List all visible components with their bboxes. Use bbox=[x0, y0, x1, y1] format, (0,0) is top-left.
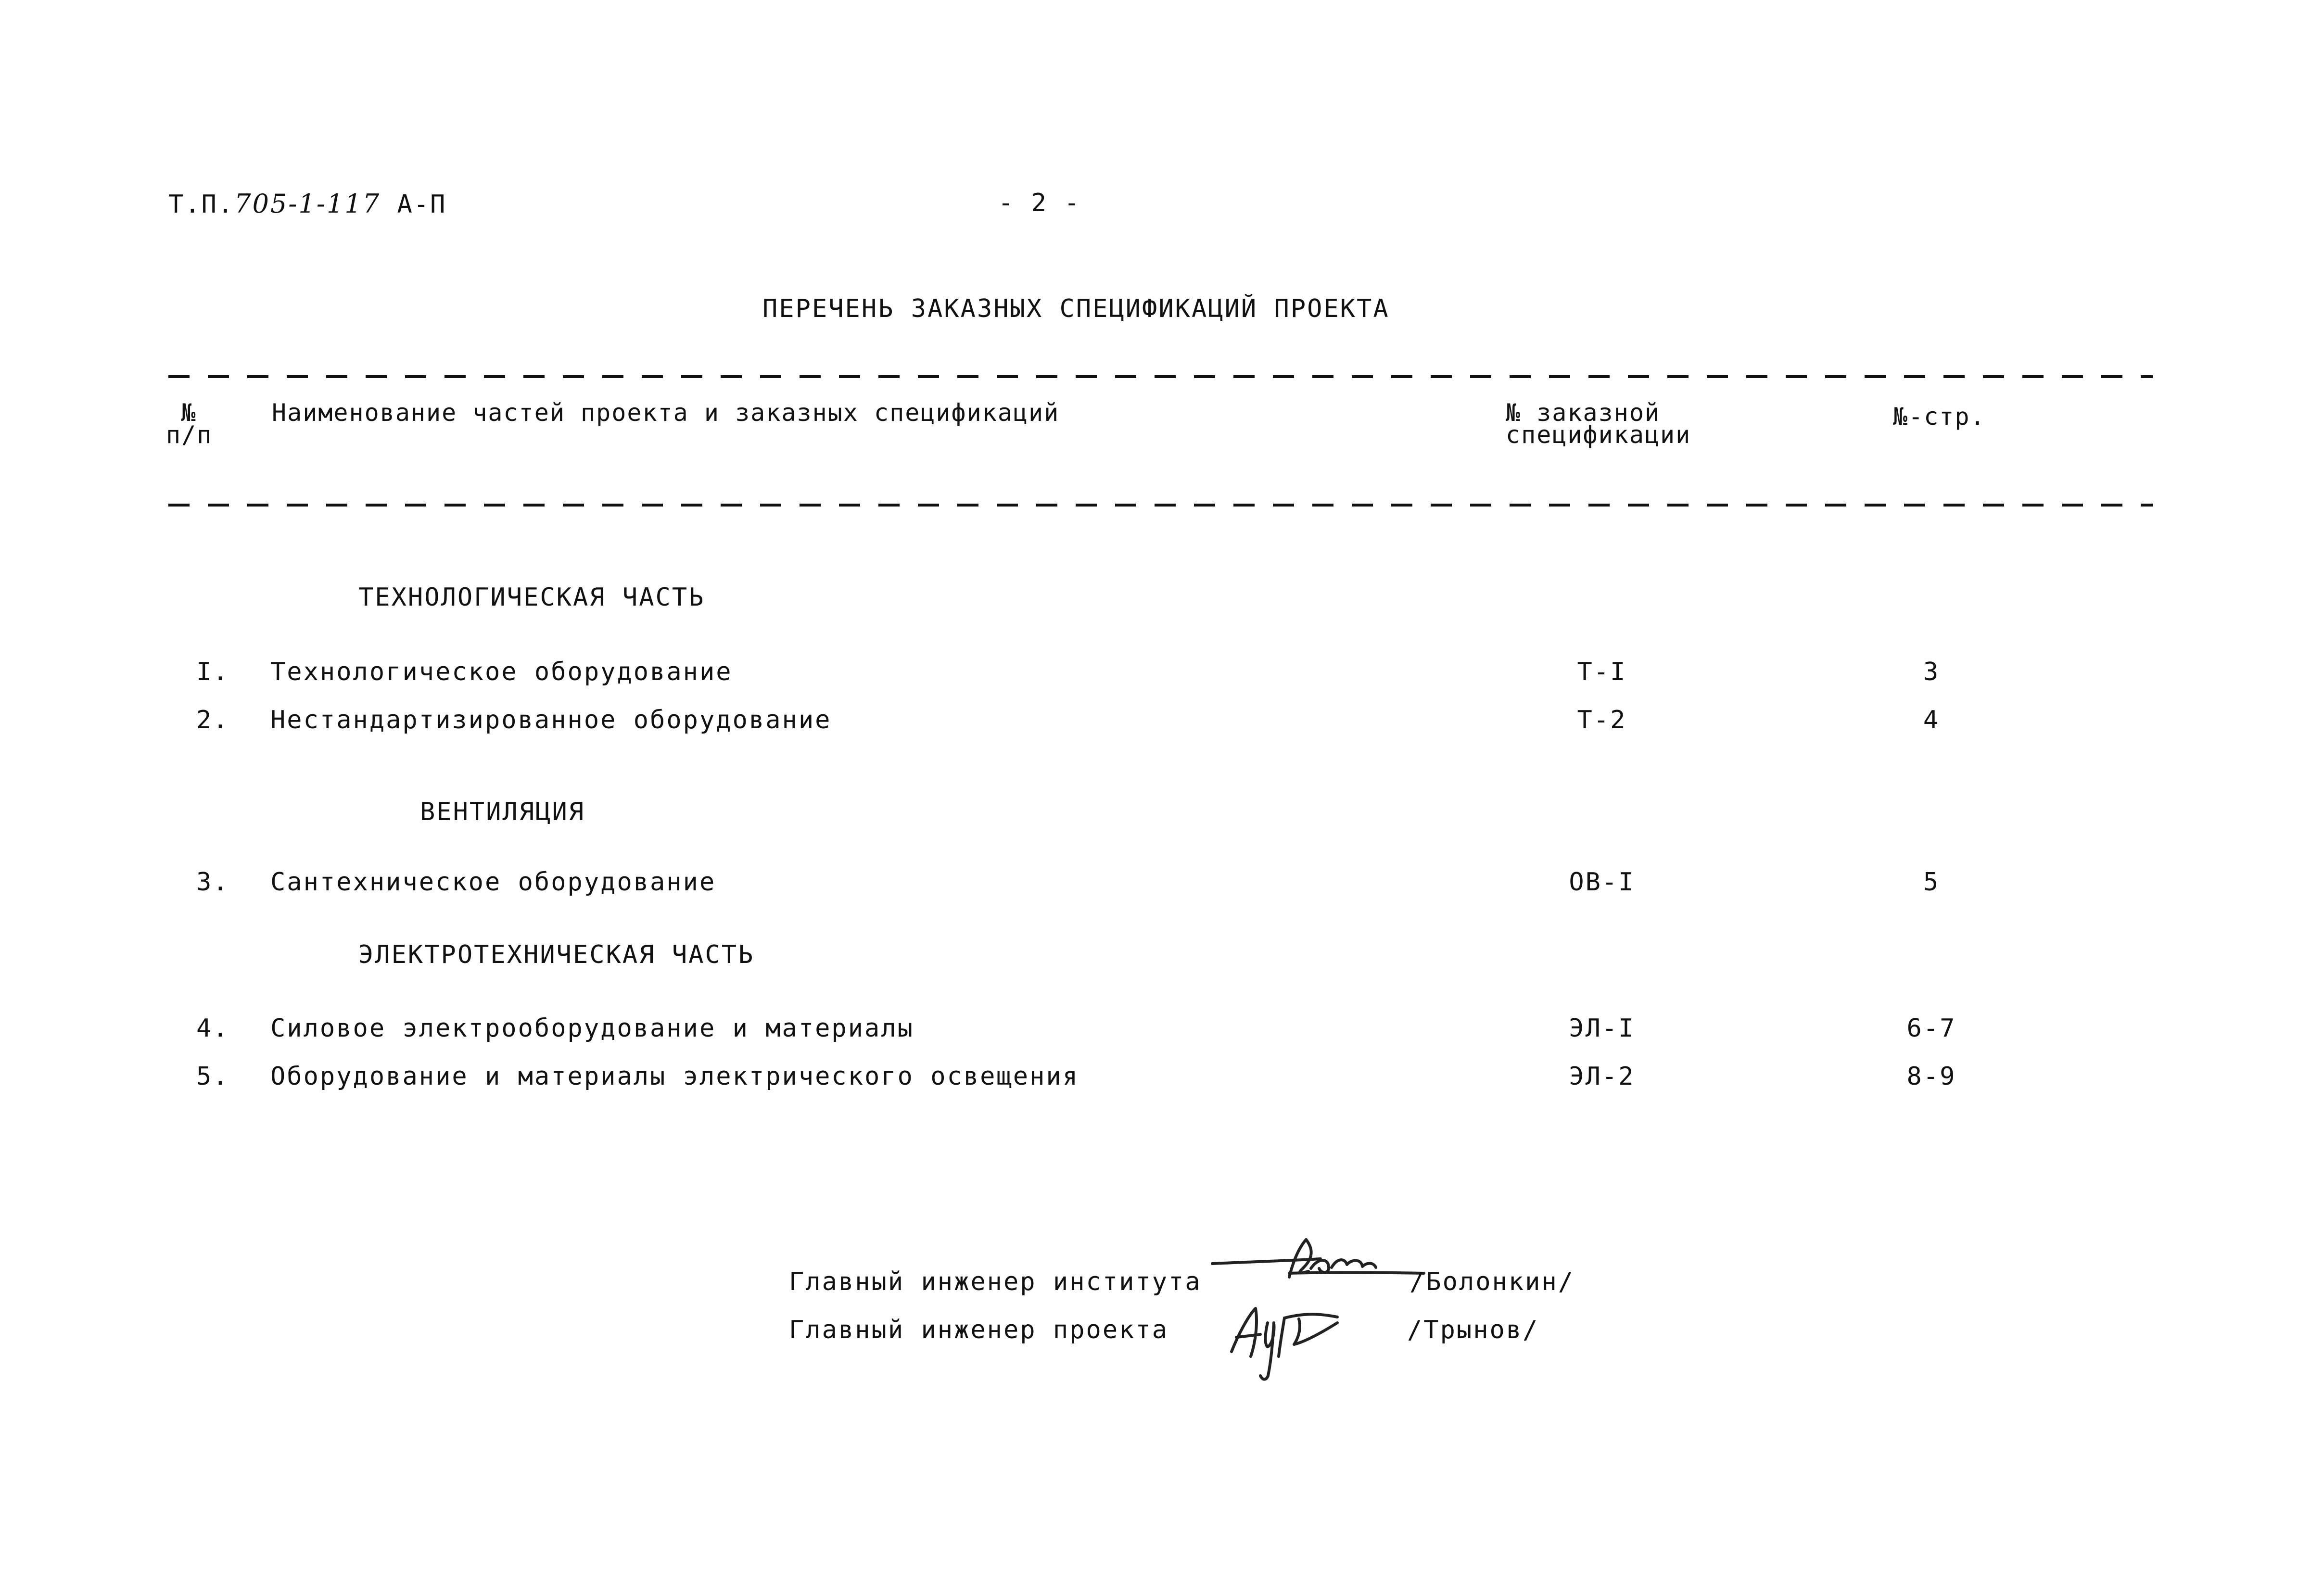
col-header-page: №-стр. bbox=[1893, 403, 1986, 431]
table-top-rule bbox=[168, 375, 2153, 378]
handwritten-signature-2 bbox=[1222, 1299, 1366, 1385]
col-header-num-line2: п/п bbox=[166, 421, 213, 449]
row-num: 3. bbox=[196, 868, 229, 897]
table-header-rule bbox=[168, 504, 2153, 507]
document-code-suffix: А-П bbox=[397, 190, 447, 219]
row-page: 5 bbox=[1923, 868, 1940, 897]
row-num: 4. bbox=[196, 1014, 229, 1043]
row-spec: Т-2 bbox=[1577, 706, 1627, 735]
row-page: 4 bbox=[1923, 706, 1940, 735]
row-spec: ОВ-I bbox=[1569, 868, 1635, 897]
row-num: I. bbox=[196, 658, 229, 686]
row-page: 8-9 bbox=[1906, 1062, 1956, 1091]
row-spec: ЭЛ-2 bbox=[1569, 1062, 1635, 1091]
signature-name: /Трынов/ bbox=[1407, 1316, 1539, 1344]
section-title: ЭЛЕКТРОТЕХНИЧЕСКАЯ ЧАСТЬ bbox=[358, 940, 755, 969]
document-code bbox=[168, 189, 446, 219]
row-name: Нестандартизированное оборудование bbox=[270, 706, 832, 735]
row-name: Силовое электрооборудование и материалы bbox=[270, 1014, 914, 1043]
col-header-spec bbox=[1506, 399, 1691, 449]
row-num: 5. bbox=[196, 1062, 229, 1091]
section-title: ТЕХНОЛОГИЧЕСКАЯ ЧАСТЬ bbox=[358, 583, 705, 612]
col-header-spec-line1: № заказной bbox=[1506, 399, 1661, 427]
col-header-name: Наименование частей проекта и заказных спецификаций bbox=[272, 399, 1060, 427]
signature-role: Главный инженер проекта bbox=[789, 1316, 1169, 1344]
row-page: 6-7 bbox=[1906, 1014, 1956, 1043]
row-page: 3 bbox=[1923, 658, 1940, 686]
document-code-number: 705-1-117 bbox=[234, 189, 381, 219]
col-header-num bbox=[166, 399, 213, 449]
col-header-num-line1: № bbox=[181, 399, 197, 427]
handwritten-signature-1 bbox=[1207, 1229, 1434, 1299]
section-title: ВЕНТИЛЯЦИЯ bbox=[420, 798, 585, 826]
col-header-spec-line2: спецификации bbox=[1506, 421, 1691, 449]
row-name: Оборудование и материалы электрического освещения bbox=[270, 1062, 1079, 1091]
row-name: Сантехническое оборудование bbox=[270, 868, 716, 897]
page-number: - 2 - bbox=[998, 189, 1081, 217]
signature-name: /Болонкин/ bbox=[1409, 1267, 1575, 1296]
row-num: 2. bbox=[196, 706, 229, 735]
signature-role: Главный инженер института bbox=[789, 1267, 1202, 1296]
row-spec: ЭЛ-I bbox=[1569, 1014, 1635, 1043]
row-spec: Т-I bbox=[1577, 658, 1627, 686]
page-title: ПЕРЕЧЕНЬ ЗАКАЗНЫХ СПЕЦИФИКАЦИЙ ПРОЕКТА bbox=[762, 294, 1390, 323]
document-code-prefix: Т.П. bbox=[168, 190, 235, 219]
row-name: Технологическое оборудование bbox=[270, 658, 733, 686]
